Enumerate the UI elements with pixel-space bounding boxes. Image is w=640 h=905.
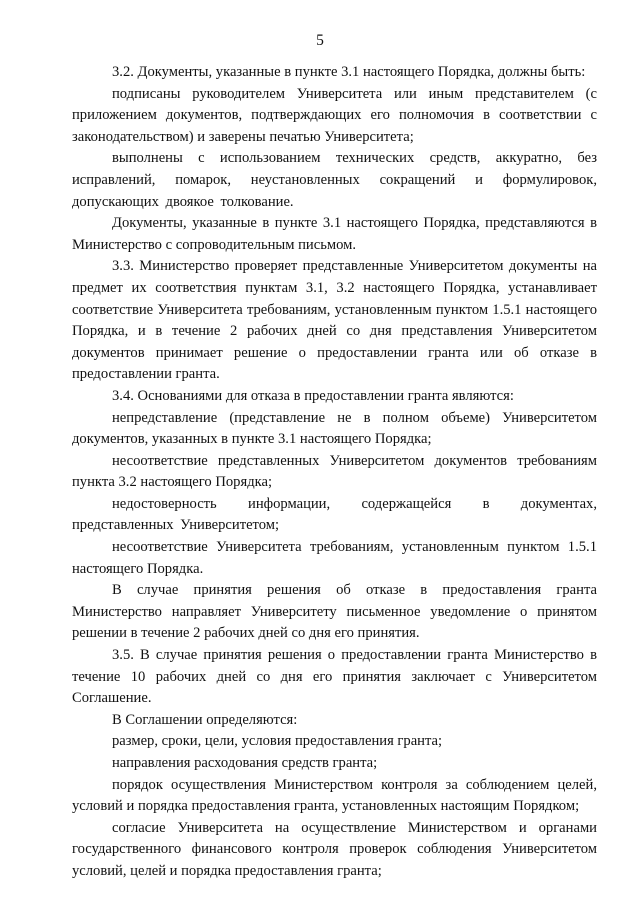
paragraph-3-2-intro: 3.2. Документы, указанные в пункте 3.1 настоящего Порядка, должны быть: <box>112 64 586 80</box>
paragraph-executed: выполнены с использованием технических средств, аккуратно, без исправлений, помарок, неустановленных сокращений и формулировок, допускающих двоякое толкование. <box>72 150 597 210</box>
paragraph-cover-letter: Документы, указанные в пункте 3.1 настоящего Порядка, представляются в Министерство с сопроводительным письмом. <box>72 215 597 253</box>
paragraph-3-3: 3.3. Министерство проверяет представленные Университетом документы на предмет их соответствия пунктам 3.1, 3.2 настоящего Порядка, устанавливает соответствие Университета требованиям, установленным пунктом 1.5.1 настоящего Порядка, и в течение 2 рабочих дней со дня представления Университетом документов принимает решение о предоставлении гранта или об отказе в предоставлении гранта. <box>72 258 597 383</box>
page-number: 5 <box>316 32 324 49</box>
paragraph-refusal-non-compliance-university: несоответствие Университета требованиям, установленным пунктом 1.5.1 настоящего Порядка. <box>72 539 597 577</box>
paragraph-refusal-false-info: недостоверность информации, содержащейся в документах, представленных Университетом; <box>72 495 597 534</box>
paragraph-agreement-control: порядок осуществления Министерством контроля за соблюдением целей, условий и порядка предоставления гранта, установленных настоящим Порядком; <box>72 776 597 815</box>
paragraph-agreement-directions: направления расходования средств гранта; <box>112 755 378 771</box>
paragraph-refusal-non-compliance-docs: несоответствие представленных Университетом документов требованиям пункта 3.2 настоящего Порядка; <box>72 452 597 491</box>
document-body <box>72 62 597 883</box>
paragraph-agreement-size: размер, сроки, цели, условия предоставления гранта; <box>112 733 443 750</box>
paragraph-refusal-non-submission: непредставление (представление не в полном объеме) Университетом документов, указанных в пункте 3.1 настоящего Порядка; <box>72 409 597 448</box>
paragraph-3-4-intro: 3.4. Основаниями для отказа в предоставлении гранта являются: <box>112 387 514 404</box>
paragraph-signed: подписаны руководителем Университета или иным представителем (с приложением документов, подтверждающих его полномочия в соответствии с законодательством) и заверены печатью Университета; <box>72 85 597 145</box>
paragraph-3-5: 3.5. В случае принятия решения о предоставлении гранта Министерство в течение 10 рабочих дней со дня его принятия заключает с Университетом Соглашение. <box>72 647 597 707</box>
paragraph-agreement-consent: согласие Университета на осуществление Министерством и органами государственного финансового контроля проверок соблюдения Университетом условий, целей и порядка предоставления гранта; <box>72 819 597 879</box>
paragraph-refusal-notice: В случае принятия решения об отказе в предоставления гранта Министерство направляет Университету письменное уведомление о принятом решении в течение 2 рабочих дней со дня его принятия. <box>72 582 597 642</box>
paragraph-agreement-intro: В Соглашении определяются: <box>112 711 298 728</box>
